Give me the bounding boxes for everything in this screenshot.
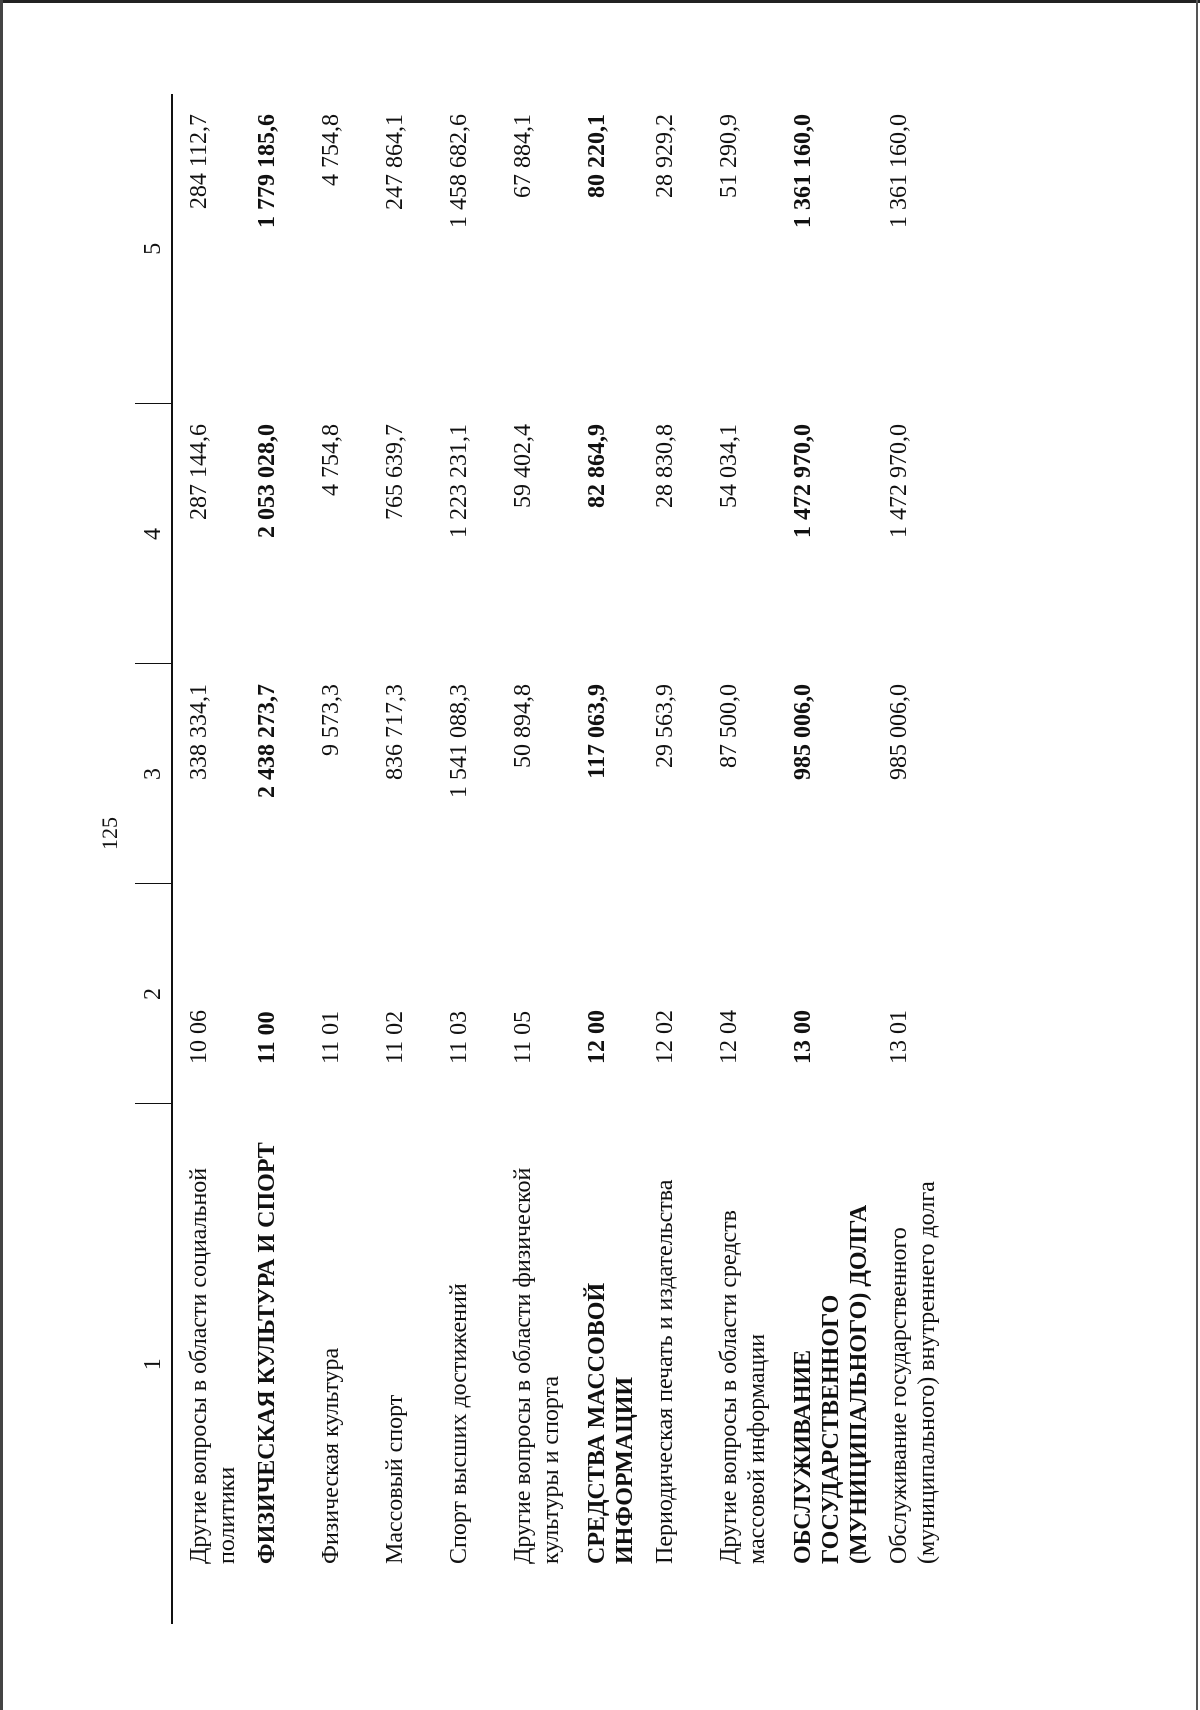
row-name: ОБСЛУЖИВАНИЕ ГОСУДАРСТВЕННОГО (МУНИЦИПАЛЬНОГО) ДОЛГА [790,1204,872,1564]
row-value-3: 338 334,1 [186,684,212,780]
row-value-5: 28 929,2 [652,114,678,198]
row-value-3: 29 563,9 [652,684,678,768]
row-value-3: 87 500,0 [716,684,742,768]
row-value-5: 4 754,8 [318,114,344,186]
table-row [172,94,241,1624]
scan-edge-right [1196,0,1198,1710]
row-name: Физическая культура [318,1347,344,1564]
row-name: Спорт высших достижений [446,1283,472,1564]
row-value-4: 82 864,9 [584,424,610,508]
table-row [571,94,639,1624]
rotated-table-container [135,94,1195,1624]
row-value-5: 284 112,7 [186,114,212,210]
table-row [305,94,369,1624]
row-value-3: 985 006,0 [790,684,816,780]
row-value-3: 117 063,9 [584,684,610,779]
row-value-3: 2 438 273,7 [254,684,280,798]
header-row [135,94,172,1624]
row-value-5: 67 884,1 [510,114,536,198]
row-code: 12 04 [716,1010,742,1064]
row-code: 12 00 [584,1010,610,1064]
row-value-4: 59 402,4 [510,424,536,508]
row-value-5: 1 458 682,6 [446,114,472,228]
row-name: Другие вопросы в области социальной политики [186,1167,240,1564]
row-code: 11 01 [318,1010,344,1064]
row-value-5: 1 779 185,6 [254,114,280,228]
budget-table [135,94,947,1624]
table-row [873,94,947,1624]
row-code: 12 02 [652,1010,678,1064]
table-row [497,94,571,1624]
header-col-1: 1 [135,1104,172,1624]
row-value-3: 9 573,3 [318,684,344,756]
header-col-3: 3 [135,664,172,884]
row-value-4: 54 034,1 [716,424,742,508]
row-name: Массовый спорт [382,1394,408,1564]
row-value-3: 1 541 088,3 [446,684,472,798]
header-col-5: 5 [135,94,172,404]
row-value-5: 51 290,9 [716,114,742,198]
table-row [241,94,305,1624]
row-value-5: 1 361 160,0 [886,114,912,228]
row-value-4: 2 053 028,0 [254,424,280,538]
row-name: Другие вопросы в области физической культуры и спорта [510,1167,564,1564]
row-value-4: 1 472 970,0 [790,424,816,538]
scan-edge-top [0,0,1200,3]
table-row [639,94,703,1624]
header-col-4: 4 [135,404,172,664]
row-code: 11 05 [510,1010,536,1064]
table-row [777,94,873,1624]
header-col-2: 2 [135,884,172,1104]
row-code: 11 00 [254,1011,280,1064]
row-code: 11 02 [382,1010,408,1064]
scan-edge-left [0,0,3,1710]
table-row [703,94,777,1624]
row-name: Обслуживание государственного (муниципального) внутреннего долга [886,1181,940,1564]
row-value-4: 1 223 231,1 [446,424,472,538]
row-value-4: 287 144,6 [186,424,212,520]
row-value-5: 247 864,1 [382,114,408,210]
row-code: 13 01 [886,1010,912,1064]
row-name: Периодическая печать и издательства [652,1179,678,1564]
row-value-3: 836 717,3 [382,684,408,780]
row-value-5: 80 220,1 [584,114,610,198]
row-value-4: 4 754,8 [318,424,344,496]
row-value-3: 985 006,0 [886,684,912,780]
row-name: ФИЗИЧЕСКАЯ КУЛЬТУРА И СПОРТ [254,1142,280,1564]
row-name: Другие вопросы в области средств массовой информации [716,1209,770,1564]
row-value-4: 765 639,7 [382,424,408,520]
row-code: 11 03 [446,1010,472,1064]
table-row [369,94,433,1624]
row-value-3: 50 894,8 [510,684,536,768]
row-value-4: 1 472 970,0 [886,424,912,538]
page-number: 125 [97,817,122,850]
row-value-5: 1 361 160,0 [790,114,816,228]
row-code: 13 00 [790,1010,816,1064]
row-name: СРЕДСТВА МАССОВОЙ ИНФОРМАЦИИ [584,1282,638,1564]
table-row [433,94,497,1624]
row-code: 10 06 [186,1010,212,1064]
row-value-4: 28 830,8 [652,424,678,508]
